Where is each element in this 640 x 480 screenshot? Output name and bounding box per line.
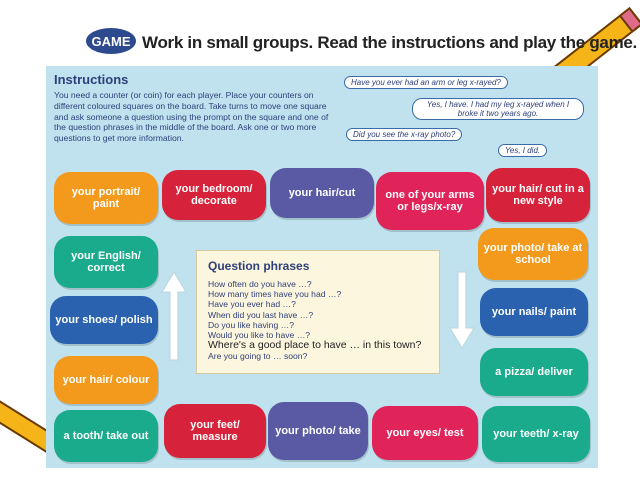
question-phrase: How often do you have …? [208,279,312,289]
board-square[interactable]: your nails/ paint [480,288,588,336]
game-badge: GAME [86,28,136,54]
speech-bubble: Yes, I did. [498,144,547,157]
question-phrase: Would you like to have …? [208,330,311,341]
arrow-up-icon [160,270,188,362]
question-phrase: Where's a good place to have … in this town? [208,339,422,352]
board-square[interactable]: your portrait/ paint [54,172,158,224]
board-square[interactable]: your teeth/ x-ray [482,406,590,462]
question-phrase: Do you like having …? [208,319,294,330]
board-square[interactable]: your hair/ colour [54,356,158,404]
board-square[interactable]: a tooth/ take out [54,410,158,462]
speech-bubble: Yes, I have. I had my leg x-rayed when I broke it two years ago. [412,98,584,120]
instructions-title: Instructions [54,72,129,87]
arrow-down-icon [448,270,476,350]
board-square[interactable]: a pizza/ deliver [480,348,588,396]
question-phrases-title: Question phrases [208,259,310,273]
question-phrase: Have you ever had …? [208,299,296,310]
board-square[interactable]: your eyes/ test [372,406,478,460]
board-square[interactable]: your hair/ cut in a new style [486,168,590,222]
speech-bubble: Have you ever had an arm or leg x-rayed? [344,76,508,89]
question-phrase: When did you last have …? [208,309,314,320]
board-square[interactable]: your feet/ measure [164,404,266,458]
board-square[interactable]: your English/ correct [54,236,158,288]
board-square[interactable]: your bedroom/ decorate [162,170,266,220]
instructions-text: You need a counter (or coin) for each player. Place your counters on different coloured squares on the board. Take turns to move one square and ask someone a question using the prompt on the square and one of the question phrases in the middle of the board. Ask one or two more questions to get more information. [54,90,329,144]
board-square[interactable]: one of your arms or legs/x-ray [376,172,484,230]
question-phrase: Are you going to … soon? [208,351,308,362]
board-square[interactable]: your shoes/ polish [50,296,158,344]
board-square[interactable]: your photo/ take [268,402,368,460]
header-title: Work in small groups. Read the instructions and play the game. [142,33,637,52]
board-square[interactable]: your hair/cut [270,168,374,218]
question-phrase: How many times have you had …? [208,289,342,300]
question-phrases-list [208,279,421,361]
board-square[interactable]: your photo/ take at school [478,228,588,280]
speech-bubble: Did you see the x-ray photo? [346,128,462,141]
